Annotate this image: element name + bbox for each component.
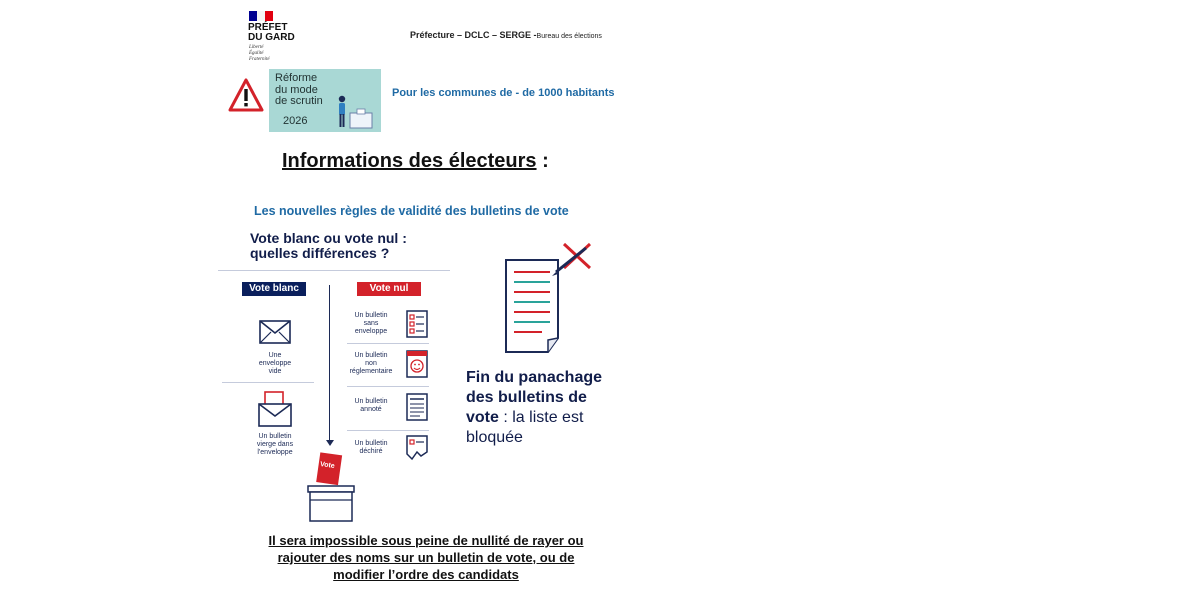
panachage-line-4: bloquée	[466, 429, 523, 446]
page-title-colon: :	[542, 150, 549, 172]
panachage-line-1: Fin du panachage	[466, 369, 603, 386]
vote-nul-badge: Vote nul	[357, 282, 421, 296]
vote-nul-separator	[347, 386, 429, 387]
prefecture-name: PRÉFET DU GARD	[248, 22, 295, 43]
vote-blanc-item-1-label: Une enveloppe vide	[258, 352, 292, 375]
annotated-ballot-icon	[406, 393, 428, 421]
panachage-text	[466, 368, 636, 448]
vote-nul-separator	[347, 430, 429, 431]
question-heading: Vote blanc ou vote nul : quelles différences ?	[250, 230, 407, 261]
bureau-name: Bureau des élections	[536, 33, 602, 40]
ballot-list-icon	[406, 310, 428, 338]
vote-nul-item-1-label: Un bulletin sans enveloppe	[354, 312, 388, 335]
arrow-down-icon	[326, 440, 334, 446]
warning-triangle-icon	[228, 78, 264, 112]
republic-flag-logo	[249, 11, 273, 21]
panachage-line-3-suffix: : la liste est	[503, 409, 584, 426]
communes-scope: Pour les communes de - de 1000 habitants	[392, 87, 615, 99]
panachage-line-2: des bulletins de	[466, 389, 587, 406]
crossed-out-ballot-icon	[500, 236, 594, 358]
vote-nul-item-2-label: Un bulletin non réglementaire	[349, 352, 393, 375]
reform-year: 2026	[283, 115, 308, 127]
panachage-line-3: vote	[466, 409, 499, 426]
divider	[218, 270, 450, 271]
envelope-with-blank-paper-icon	[257, 390, 293, 428]
arrow-line	[329, 285, 330, 442]
vote-nul-item-4-label: Un bulletin déchiré	[354, 440, 388, 455]
voter-ballot-box-icon	[330, 93, 380, 131]
service-name: Préfecture – DCLC – SERGE -	[410, 30, 537, 40]
service-header	[410, 30, 602, 40]
vote-blanc-badge: Vote blanc	[242, 282, 306, 296]
smiley-ballot-icon	[406, 350, 428, 378]
empty-envelope-icon	[258, 313, 292, 347]
reform-title: Réforme du mode de scrutin	[275, 72, 323, 107]
page-title-text: Informations des électeurs	[282, 150, 537, 172]
vote-nul-item-3-label: Un bulletin annoté	[354, 398, 388, 413]
nullity-warning: Il sera impossible sous peine de nullité de rayer ou rajouter des noms sur un bulletin de vote, ou de modifier l’ordre des candidats	[268, 533, 584, 582]
page-subtitle: Les nouvelles règles de validité des bulletins de vote	[254, 204, 569, 218]
vote-blanc-item-2-label: Un bulletin vierge dans l'enveloppe	[256, 433, 294, 456]
vote-blanc-separator	[222, 382, 314, 383]
ballot-box-label: Vote	[319, 461, 336, 470]
vote-nul-separator	[347, 343, 429, 344]
republic-motto: Liberté Égalité Fraternité	[249, 45, 270, 62]
page-title	[282, 150, 549, 173]
torn-ballot-icon	[406, 435, 428, 461]
